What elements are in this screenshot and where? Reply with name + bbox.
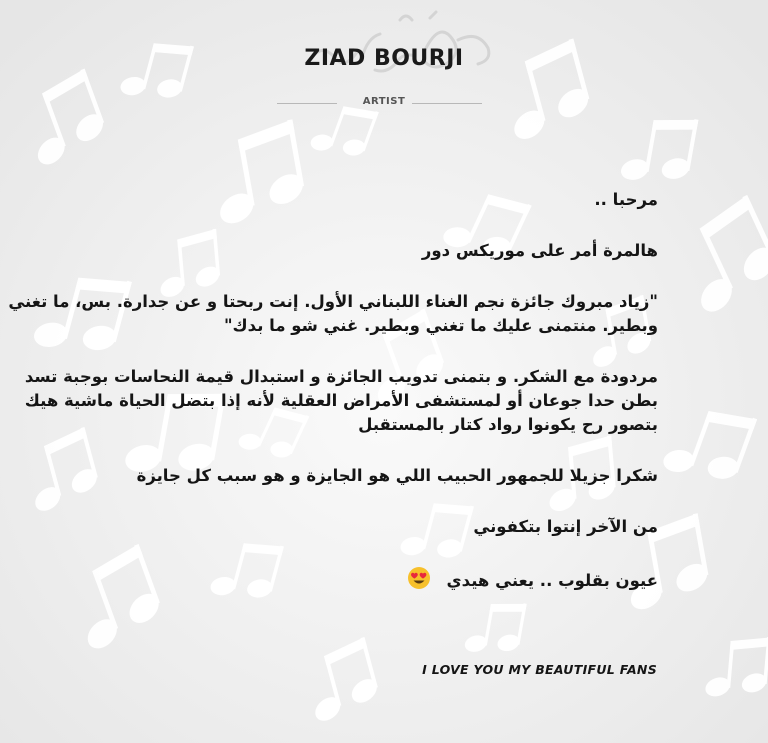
letter-paragraph-line: بطن حدا جوعان أو لمستشفى الأمراض العقلية لأنه إذا بتضل الحياة ماشية هيك: [24, 391, 658, 410]
footer-message: I LOVE YOU MY BEAUTIFUL FANS: [422, 662, 657, 677]
page-title: ZIAD BOURJI: [304, 46, 464, 71]
letter-body: [8, 188, 658, 590]
letter-closing-with-emoji: [138, 566, 658, 590]
letter-paragraph-line: مردودة مع الشكر. و بتمنى تدويب الجائزة و استبدال قيمة النحاسات بوجبة تسد: [24, 367, 658, 386]
letter-quote-line: وبطير. منتمنى عليك ما تغني وبطير. غني شو ما بدك": [223, 316, 658, 335]
divider-right: [412, 103, 482, 104]
letter-closing: من الآخر إنتوا بتكفوني: [473, 517, 658, 536]
letter-quote-line: "زياد مبروك جائزة نجم الغناء اللبناني الأول. إنت ربحتا و عن جدارة. بس، ما تغني: [8, 292, 658, 311]
letter-closing-text: عيون بقلوب .. يعني هيدي: [446, 571, 658, 590]
letter-greeting: مرحبا ..: [594, 190, 658, 209]
letter-thanks: شكرا جزيلا للجمهور الحبيب اللي هو الجايزة و هو سبب كل جايزة: [136, 466, 658, 485]
heart-eyes-emoji-icon: [407, 566, 431, 597]
header: [0, 0, 768, 120]
letter-line: هالمرة أمر على موريكس دور: [421, 241, 658, 260]
page-subtitle: ARTIST: [362, 96, 406, 107]
letter-paragraph-line: بتصور رح يكونوا رواد كتار بالمستقبل: [358, 415, 658, 434]
